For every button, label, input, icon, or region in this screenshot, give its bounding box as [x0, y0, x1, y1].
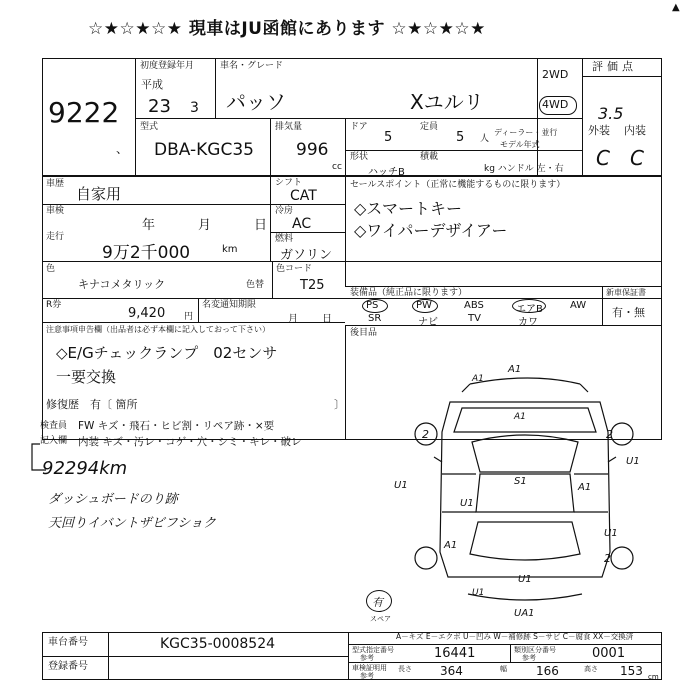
notes-repair-close: 〕 [334, 398, 345, 411]
reg-month: 3 [190, 100, 199, 116]
lot-number: 9222 [48, 96, 120, 129]
rear-window [470, 522, 580, 560]
shape-value: ハッチB [368, 167, 405, 178]
diag-mark-9: A1 [578, 482, 592, 493]
disp-value: 996 [296, 140, 329, 160]
category-sub: 参考 [522, 654, 536, 662]
notes-line-1: ◇E/Gチェックランプ 02センサ [56, 344, 278, 362]
notes-repair: 修復歴 有〔 箇所 [46, 398, 138, 411]
inspector-row1-label: 検査員 [40, 421, 68, 431]
dims-unit: cm [648, 673, 659, 681]
type-value: DBA-KGC35 [154, 140, 254, 160]
dims-hgt: 153 [620, 664, 643, 678]
insp-day: 日 [254, 218, 268, 233]
hand-note-roof: 天回りイバントザビフショク [48, 516, 216, 531]
diag-mark-7: U1 [626, 456, 640, 467]
grade-label: 評価点 [592, 60, 637, 73]
mileage-unit: km [222, 244, 238, 255]
fuel-label: 燃料 [275, 234, 294, 244]
equip-aw: AW [570, 300, 587, 311]
equip-abs: ABS [464, 300, 484, 311]
recycle-label: R券 [46, 300, 62, 310]
diag-mark-16: UA1 [514, 608, 535, 619]
registration-label: 登録番号 [48, 661, 88, 672]
front-bumper [470, 378, 580, 384]
diag-mark-2: A1 [472, 374, 484, 384]
tire-rl [415, 547, 437, 569]
notes-label: 注意事項申告欄（出品者は必ず本欄に記入しておって下さい） [46, 325, 270, 334]
cap-label: 定員 [420, 122, 439, 132]
shape-label: 形状 [350, 152, 369, 162]
spare-text: スペア [370, 615, 391, 623]
diag-mark-6: S1 [514, 476, 527, 487]
color-change-label: 色替 [246, 280, 265, 290]
diag-mark-1: A1 [508, 364, 522, 375]
cap-value: 5 [456, 130, 465, 145]
manual-label: 新車保証書 [606, 288, 646, 297]
spare-label: 有 [372, 596, 383, 609]
drive-4wd: 4WD [542, 98, 569, 111]
recycle-value: 9,420 [128, 306, 166, 321]
diag-mark-8: U1 [394, 480, 408, 491]
equipment-label: 装備品（純正品に限ります） [350, 288, 468, 298]
banner: ☆★☆★☆★ 現車はJU函館にあります ☆★☆★☆★ [88, 19, 486, 39]
corner-mark: ▲ [672, 2, 680, 13]
manual-value: 有・無 [612, 306, 645, 319]
hand-note-dash: ダッシュボードのり跡 [48, 492, 178, 507]
notice-month: 月 [288, 314, 298, 325]
doors-value: 5 [384, 130, 393, 145]
diag-mark-12: U1 [604, 528, 618, 539]
dims-label: 車検証明用 [352, 664, 387, 672]
diag-mark-15: U1 [472, 588, 485, 598]
diag-mark-13: 2 [604, 552, 611, 565]
sales-label: セールスポイント（正常に機能するものに限ります） [350, 180, 566, 190]
dealer-label: ディーラー・並行 [494, 128, 558, 137]
diag-mark-14: U1 [518, 574, 532, 585]
inspection-label: 車検 [46, 206, 65, 216]
inspector-row1-items: FW キズ・飛石・ヒビ割・リペア跡・×要 [78, 420, 275, 432]
dims-wid: 166 [536, 664, 559, 678]
windshield [472, 435, 578, 472]
grade-score: 3.5 [598, 104, 624, 123]
inspector-row2-items: 内装 キズ・汚レ・コゲ・穴・シミ・キレ・破レ [78, 436, 302, 448]
rear-bumper [468, 594, 582, 600]
color-value: キナコメタリック [78, 278, 166, 291]
chassis-value: KGC35-0008524 [160, 636, 276, 652]
damage-legend: A－キズ E－エクボ U－凹み W－補修跡 S－サビ C－腐食 XX－交換済 [396, 632, 634, 641]
grade-int: C [630, 146, 644, 170]
reg-date-label: 初度登録年月 [140, 61, 195, 71]
dims-sub: 参考 [360, 672, 374, 680]
reg-year: 23 [148, 96, 171, 117]
sales-item-2: ◇ワイパーデザイアー [354, 221, 508, 240]
notes-line-2: 一要交換 [56, 368, 117, 386]
mileage-value: 9万2千000 [102, 243, 191, 263]
color-code: T25 [300, 278, 325, 293]
load-label: 積載 [420, 152, 439, 162]
equip-sr: SR [368, 313, 382, 324]
equip-airbag: エアB [516, 304, 543, 315]
mileage-label: 走行 [46, 232, 65, 242]
diag-mark-4: 2 [422, 428, 429, 441]
dims-hgt-label: 高さ [584, 665, 598, 673]
handle-label: kg ハンドル 左・右 [484, 164, 564, 174]
rear-seat-label: 後目品 [350, 328, 378, 338]
inspector-row2-label: 記入欄 [40, 436, 68, 446]
shift-value: CAT [290, 188, 317, 204]
insp-month: 月 [198, 218, 212, 233]
history-label: 車歴 [46, 179, 65, 189]
color-code-label: 色コード [276, 264, 313, 274]
equip-ps: PS [366, 300, 379, 311]
color-label: 色 [46, 264, 56, 274]
hand-note-mileage: 92294km [42, 458, 128, 479]
notice-day: 日 [322, 314, 332, 325]
insp-year: 年 [142, 218, 156, 233]
ac-label: 冷房 [275, 206, 294, 216]
equip-tv: TV [468, 313, 481, 324]
model-name: パッソ [226, 90, 286, 114]
model-label: 車名・グレード [220, 61, 284, 71]
category-label: 類別区分番号 [514, 646, 556, 654]
diag-mark-3: A1 [514, 412, 526, 422]
cap-unit: 人 [480, 134, 490, 144]
diag-mark-11: A1 [444, 540, 458, 551]
model-year-label: モデル年式 [500, 140, 540, 149]
notice-label: 名変通知期限 [202, 300, 257, 310]
tire-fr [611, 423, 633, 445]
ac-value: AC [292, 216, 312, 232]
dims-wid-label: 幅 [500, 665, 507, 673]
grade-ext-label: 外装 [588, 124, 610, 137]
disp-unit: cc [332, 162, 342, 172]
diag-mark-5: 2 [606, 428, 613, 441]
type-label: 型式 [140, 122, 159, 132]
grade-int-label: 内装 [624, 124, 646, 137]
type-des-sub: 参考 [360, 654, 374, 662]
disp-label: 排気量 [275, 122, 303, 132]
model-grade: Xユルリ [410, 90, 484, 114]
equip-leather: カワ [518, 317, 538, 328]
dims-len: 364 [440, 664, 463, 678]
diag-mark-10: U1 [460, 498, 474, 509]
tire-rr [611, 547, 633, 569]
history-value: 自家用 [76, 185, 122, 203]
fuel-value: ガソリン [280, 248, 333, 263]
shift-label: シフト [275, 178, 303, 188]
drive-2wd: 2WD [542, 68, 569, 81]
recycle-unit: 円 [184, 312, 194, 322]
sales-item-1: ◇スマートキー [354, 199, 462, 218]
reg-era: 平成 [141, 78, 163, 91]
grade-ext: C [596, 146, 610, 170]
category-value: 0001 [592, 646, 626, 661]
chassis-label: 車台番号 [48, 637, 88, 648]
equip-pw: PW [416, 300, 432, 311]
equip-navi: ナビ [418, 317, 438, 328]
dims-len-label: 長さ [398, 665, 412, 673]
doors-label: ドア [350, 122, 368, 132]
type-des-label: 型式指定番号 [352, 646, 394, 654]
type-des-value: 16441 [434, 646, 476, 661]
